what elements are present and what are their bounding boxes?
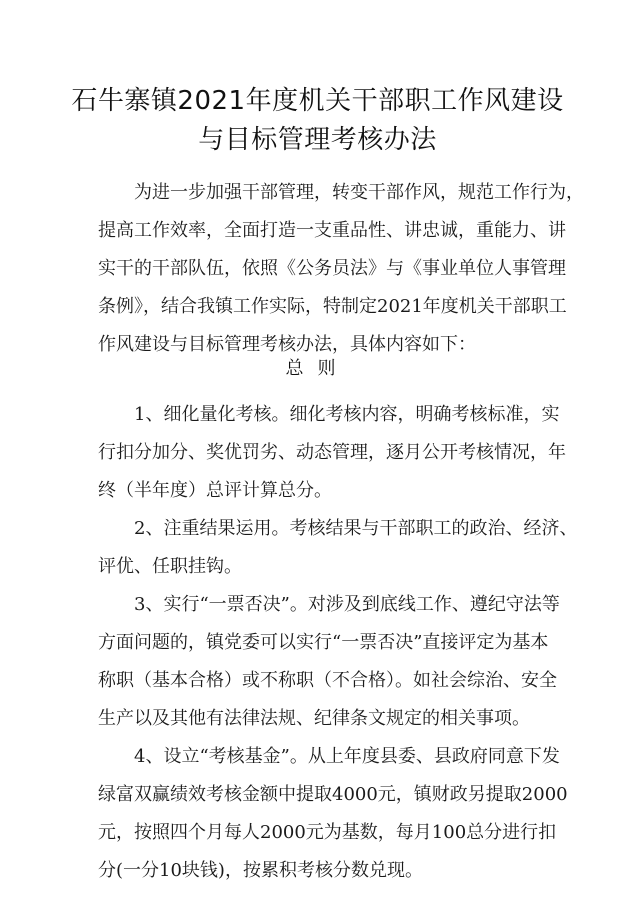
item-4-line: 4、设立“考核基金”。从上年度县委、县政府同意下发 xyxy=(134,746,560,767)
intro-line: 提高工作效率，全面打造一支重品性、讲忠诚，重能力、讲 xyxy=(98,220,566,241)
item-1-line: 1、细化量化考核。细化考核内容，明确考核标准，实 xyxy=(134,404,560,425)
intro-line: 条例》，结合我镇工作实际，特制定2021年度机关干部职工 xyxy=(98,296,567,317)
item-3-line: 3、实行“一票否决”。对涉及到底线工作、遵纪守法等 xyxy=(134,594,560,615)
item-3-line: 称职（基本合格）或不称职（不合格）。如社会综治、安全 xyxy=(98,670,557,691)
item-1-line: 行扣分加分、奖优罚劣、动态管理，逐月公开考核情况，年 xyxy=(98,442,566,463)
document-title-line-1: 石牛寨镇2021年度机关干部职工作风建设 xyxy=(71,86,564,116)
item-4-line: 元，按照四个月每人2000元为基数，每月100总分进行扣 xyxy=(98,822,557,843)
intro-line: 作风建设与目标管理考核办法，具体内容如下： xyxy=(98,334,476,355)
intro-line: 为进一步加强干部管理，转变干部作风，规范工作行为， xyxy=(134,182,584,203)
document-title-line-2: 与目标管理考核办法 xyxy=(198,125,437,155)
item-1-line: 终（半年度）总评计算总分。 xyxy=(98,480,332,501)
item-3-line: 生产以及其他有法律法规、纪律条文规定的相关事项。 xyxy=(98,708,530,729)
item-4-line: 分(一分10块钱)，按累积考核分数兑现。 xyxy=(98,860,423,881)
item-2-line: 2、注重结果运用。考核结果与干部职工的政治、经济、 xyxy=(134,518,578,539)
intro-line: 实干的干部队伍，依照《公务员法》与《事业单位人事管理 xyxy=(98,258,566,279)
document-items xyxy=(98,0,578,898)
item-3-line: 方面问题的，镇党委可以实行“一票否决”直接评定为基本 xyxy=(98,632,549,653)
item-2-line: 评优、任职挂钩。 xyxy=(98,556,242,577)
section-heading: 总则 xyxy=(285,358,350,379)
item-4-line: 绿富双赢绩效考核金额中提取4000元，镇财政另提取2000 xyxy=(98,784,568,805)
